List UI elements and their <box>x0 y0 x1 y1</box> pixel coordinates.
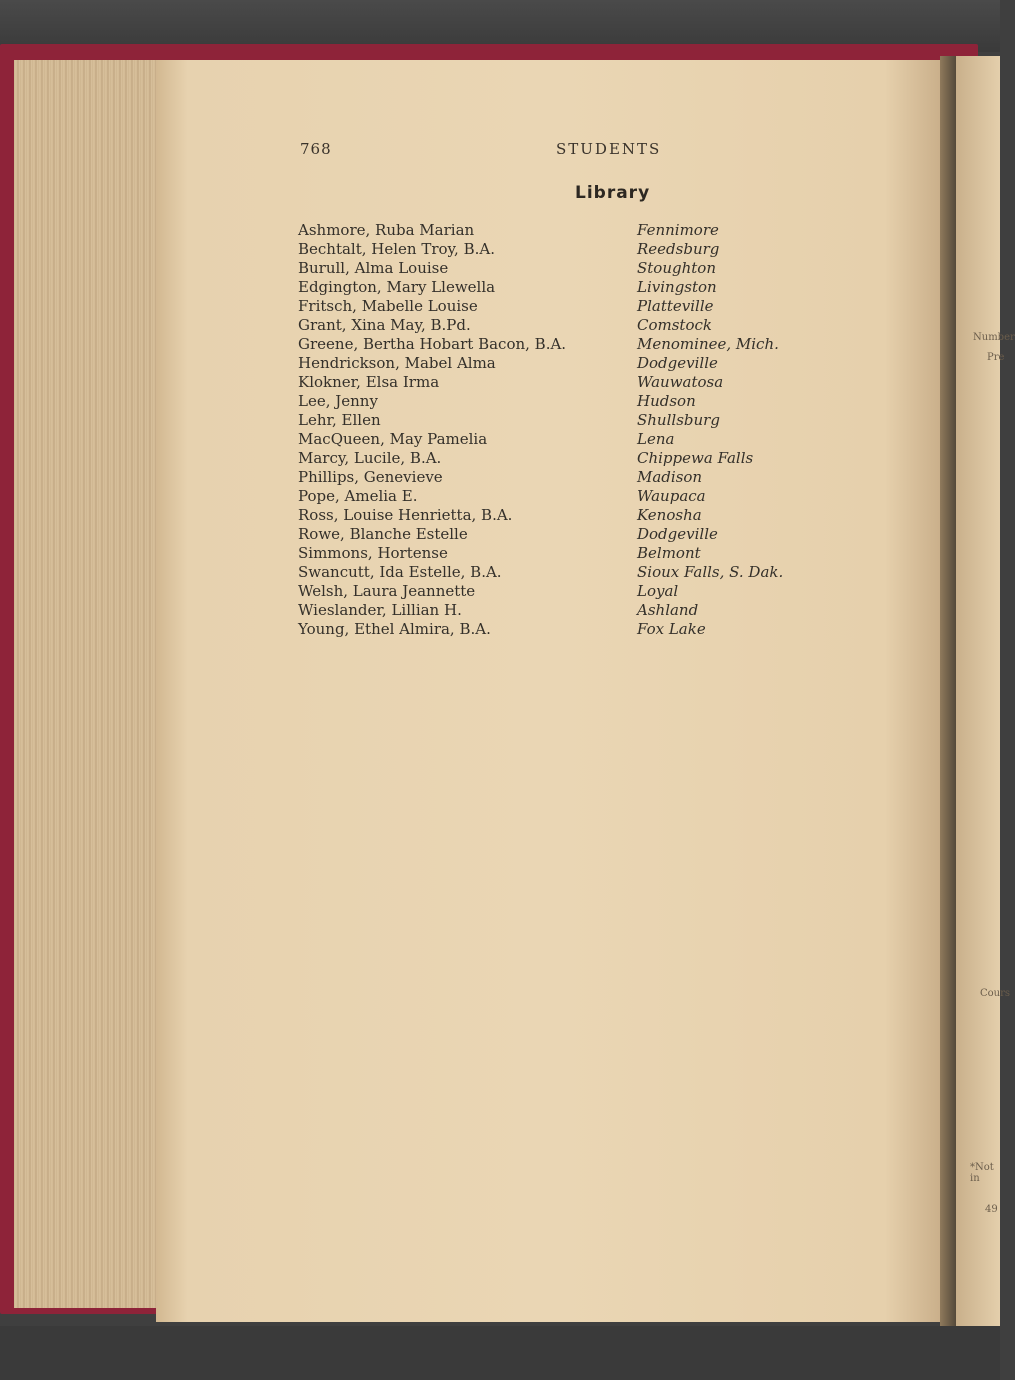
student-name: Phillips, Genevieve <box>298 468 443 486</box>
student-hometown: Dodgeville <box>637 354 718 372</box>
adjacent-page-text: Cours <box>980 988 1011 999</box>
student-row <box>298 240 858 259</box>
student-name: Marcy, Lucile, B.A. <box>298 449 442 467</box>
student-row <box>298 373 858 392</box>
student-hometown: Fox Lake <box>637 620 706 638</box>
section-heading: Library <box>575 183 651 203</box>
student-row <box>298 449 858 468</box>
student-name: MacQueen, May Pamelia <box>298 430 488 448</box>
student-name: Burull, Alma Louise <box>298 259 449 277</box>
student-hometown: Loyal <box>637 582 679 600</box>
background-bottom <box>0 1326 1000 1380</box>
page-number: 768 <box>300 140 332 158</box>
student-name: Bechtalt, Helen Troy, B.A. <box>298 240 495 258</box>
student-row <box>298 525 858 544</box>
adjacent-page-text: Pre <box>987 352 1005 363</box>
adjacent-page-text: 49 <box>985 1204 998 1215</box>
student-name: Rowe, Blanche Estelle <box>298 525 468 543</box>
student-hometown: Dodgeville <box>637 525 718 543</box>
student-name: Ross, Louise Henrietta, B.A. <box>298 506 513 524</box>
student-name: Lee, Jenny <box>298 392 378 410</box>
adjacent-page-text: Number <box>973 332 1015 343</box>
student-name: Young, Ethel Almira, B.A. <box>298 620 491 638</box>
student-row <box>298 582 858 601</box>
student-row <box>298 297 858 316</box>
student-name: Lehr, Ellen <box>298 411 381 429</box>
student-hometown: Hudson <box>637 392 696 410</box>
student-row <box>298 335 858 354</box>
student-name: Pope, Amelia E. <box>298 487 418 505</box>
student-row <box>298 544 858 563</box>
student-hometown: Chippewa Falls <box>637 449 754 467</box>
student-hometown: Shullsburg <box>637 411 720 429</box>
student-hometown: Stoughton <box>637 259 716 277</box>
student-row <box>298 278 858 297</box>
student-row <box>298 468 858 487</box>
student-hometown: Madison <box>637 468 703 486</box>
student-hometown: Menominee, Mich. <box>637 335 779 353</box>
student-row <box>298 430 858 449</box>
student-name: Edgington, Mary Llewella <box>298 278 496 296</box>
student-row <box>298 354 858 373</box>
student-name: Greene, Bertha Hobart Bacon, B.A. <box>298 335 567 353</box>
student-hometown: Platteville <box>637 297 714 315</box>
student-row <box>298 259 858 278</box>
student-hometown: Wauwatosa <box>637 373 724 391</box>
student-hometown: Livingston <box>637 278 717 296</box>
student-hometown: Comstock <box>637 316 712 334</box>
adjacent-page <box>956 56 1000 1330</box>
page-edges <box>14 60 160 1308</box>
student-hometown: Kenosha <box>637 506 702 524</box>
student-name: Klokner, Elsa Irma <box>298 373 440 391</box>
student-row <box>298 411 858 430</box>
student-hometown: Lena <box>637 430 675 448</box>
student-row <box>298 392 858 411</box>
student-hometown: Waupaca <box>637 487 706 505</box>
student-hometown: Sioux Falls, S. Dak. <box>637 563 784 581</box>
student-row <box>298 316 858 335</box>
adjacent-page-text: *Not in <box>970 1162 994 1184</box>
student-hometown: Belmont <box>637 544 701 562</box>
student-row <box>298 487 858 506</box>
student-row <box>298 601 858 620</box>
student-row <box>298 506 858 525</box>
student-row <box>298 221 858 240</box>
student-hometown: Ashland <box>637 601 699 619</box>
student-name: Swancutt, Ida Estelle, B.A. <box>298 563 502 581</box>
student-name: Grant, Xina May, B.Pd. <box>298 316 471 334</box>
running-title: STUDENTS <box>556 140 662 158</box>
student-row <box>298 620 858 639</box>
student-name: Hendrickson, Mabel Alma <box>298 354 496 372</box>
student-hometown: Fennimore <box>637 221 719 239</box>
student-name: Simmons, Hortense <box>298 544 448 562</box>
student-list <box>298 221 858 639</box>
student-hometown: Reedsburg <box>637 240 720 258</box>
student-name: Ashmore, Ruba Marian <box>298 221 475 239</box>
student-name: Fritsch, Mabelle Louise <box>298 297 478 315</box>
student-name: Welsh, Laura Jeannette <box>298 582 476 600</box>
student-name: Wieslander, Lillian H. <box>298 601 462 619</box>
student-row <box>298 563 858 582</box>
